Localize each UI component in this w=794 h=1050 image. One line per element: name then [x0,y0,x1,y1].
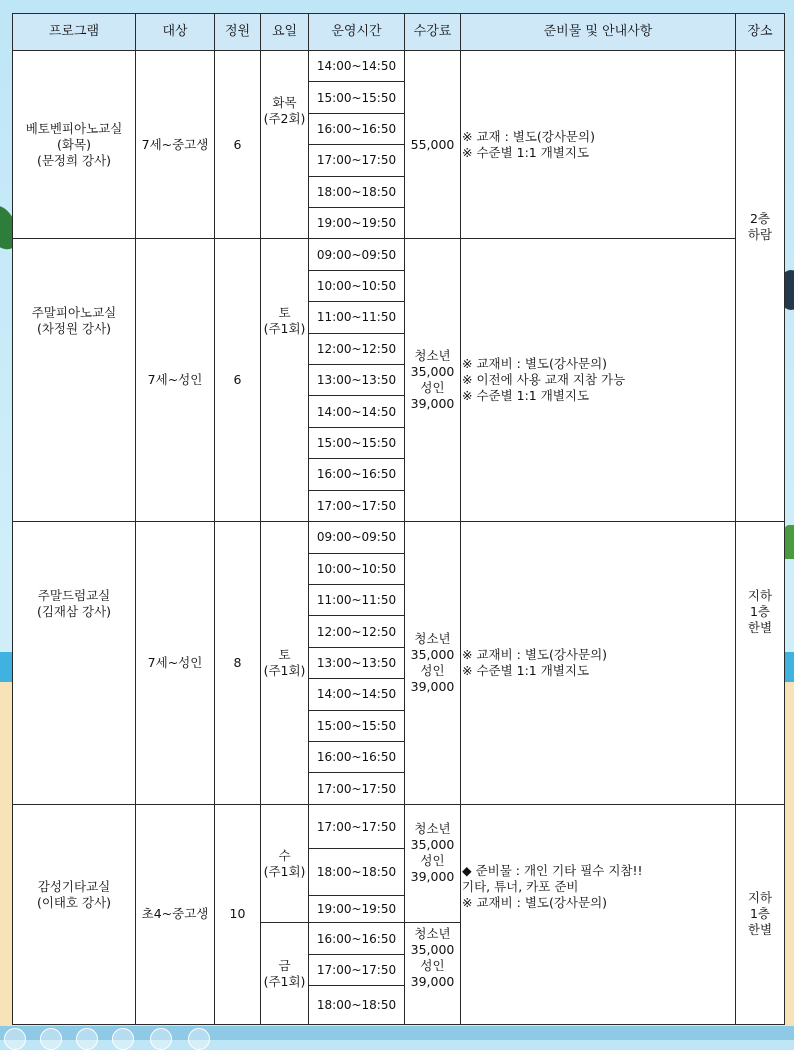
program-target: 7세~중고생 [136,51,215,239]
time-slot: 18:00~18:50 [309,986,405,1025]
fee-youth-amount: 35,000 [410,942,455,958]
time-slot: 10:00~10:50 [309,270,405,301]
header-target: 대상 [136,14,215,51]
program-day-wed [261,804,309,923]
day-frequency: (주1회) [263,321,306,337]
location-room: 한별 [747,922,773,938]
fee-youth-amount: 35,000 [410,646,455,662]
location-floor: 지하 [747,588,773,604]
time-slot: 19:00~19:50 [309,208,405,239]
viewer-zoom-icon[interactable] [150,1028,172,1050]
program-instructor: (이태호 강사) [36,894,112,910]
header-row [13,14,785,51]
day-label: 금 [278,957,291,973]
table-row [13,51,785,82]
day-frequency: (주1회) [263,973,306,989]
fee-adult-amount: 39,000 [410,396,455,412]
fee-adult-amount: 39,000 [410,678,455,694]
note-line: ※ 교재비 : 별도(강사문의) [462,356,608,372]
program-fee: 55,000 [405,51,461,239]
fee-youth-amount: 35,000 [410,836,455,852]
program-schedule-table [12,13,785,1025]
location-basement-guitar [736,804,785,1024]
location-room: 한별 [747,620,773,636]
table-row [13,239,785,270]
fee-adult-amount: 39,000 [410,868,455,884]
program-notes [461,522,736,805]
viewer-prev-icon[interactable] [4,1028,26,1050]
viewer-play-icon[interactable] [40,1028,62,1050]
program-day-fri [261,923,309,1025]
time-slot: 12:00~12:50 [309,616,405,647]
time-slot: 18:00~18:50 [309,176,405,207]
location-floor: 2층 [749,211,771,226]
location-room: 하람 [747,227,773,242]
day-label: 토 [278,305,291,321]
note-line: ※ 이전에 사용 교재 지참 가능 [462,372,626,388]
time-slot: 17:00~17:50 [309,490,405,521]
time-slot: 15:00~15:50 [309,427,405,458]
fee-adult-label: 성인 [420,380,445,396]
time-slot: 14:00~14:50 [309,679,405,710]
header-notes: 준비물 및 안내사항 [461,14,736,51]
fee-adult-label: 성인 [420,852,445,868]
time-slot: 09:00~09:50 [309,239,405,270]
time-slot: 09:00~09:50 [309,522,405,553]
time-slot: 18:00~18:50 [309,849,405,896]
fee-youth-label: 청소년 [414,630,451,646]
time-slot: 11:00~11:50 [309,584,405,615]
header-location: 장소 [736,14,785,51]
header-fee: 수강료 [405,14,461,51]
location-floor-number: 1층 [749,906,771,922]
day-frequency: (주1회) [263,863,306,879]
table-row [13,522,785,553]
time-slot: 16:00~16:50 [309,741,405,772]
time-slot: 13:00~13:50 [309,647,405,678]
viewer-pen-icon[interactable] [76,1028,98,1050]
header-time: 운영시간 [309,14,405,51]
viewer-slides-icon[interactable] [112,1028,134,1050]
location-floor2 [736,51,785,522]
note-line: ※ 교재비 : 별도(강사문의) [462,894,608,910]
program-day [261,51,309,239]
program-fee-wed [405,804,461,923]
program-name [13,51,136,239]
program-capacity: 10 [215,804,261,1024]
time-slot: 13:00~13:50 [309,365,405,396]
header-capacity: 정원 [215,14,261,51]
program-instructor: (김재삼 강사) [36,604,112,620]
program-instructor: (문정희 강사) [36,152,112,168]
time-slot: 17:00~17:50 [309,804,405,849]
time-slot: 15:00~15:50 [309,710,405,741]
day-label: 수 [278,847,291,863]
header-day: 요일 [261,14,309,51]
note-line: ◆ 준비물 : 개인 기타 필수 지참!! [462,862,643,878]
program-title: 주말드럼교실 [37,588,111,604]
time-slot: 12:00~12:50 [309,333,405,364]
fee-youth-amount: 35,000 [410,364,455,380]
fee-youth-label: 청소년 [414,348,451,364]
program-day [261,522,309,805]
program-notes [461,804,736,1024]
program-title: 주말피아노교실 [31,305,117,321]
fee-youth-label: 청소년 [414,926,451,942]
program-instructor: (차정원 강사) [36,321,112,337]
fee-adult-amount: 39,000 [410,974,455,990]
time-slot: 17:00~17:50 [309,773,405,804]
time-slot: 19:00~19:50 [309,895,405,922]
header-program: 프로그램 [13,14,136,51]
note-line: ※ 수준별 1:1 개별지도 [462,662,590,678]
time-slot: 16:00~16:50 [309,113,405,144]
program-title: 베토벤피아노교실 [25,120,123,136]
time-slot: 16:00~16:50 [309,459,405,490]
program-name [13,239,136,522]
program-name [13,804,136,1024]
day-label: 화목 [272,95,297,110]
note-line: ※ 교재비 : 별도(강사문의) [462,646,608,662]
program-notes [461,51,736,239]
time-slot: 11:00~11:50 [309,302,405,333]
time-slot: 10:00~10:50 [309,553,405,584]
viewer-more-icon[interactable] [188,1028,210,1050]
note-line: ※ 수준별 1:1 개별지도 [462,388,590,404]
program-notes [461,239,736,522]
note-line: ※ 수준별 1:1 개별지도 [462,144,590,160]
fee-adult-label: 성인 [420,662,445,678]
time-slot: 15:00~15:50 [309,82,405,113]
program-target: 초4~중고생 [136,804,215,1024]
program-capacity: 8 [215,522,261,805]
location-floor: 지하 [747,890,773,906]
program-day [261,239,309,522]
fee-youth-label: 청소년 [414,820,451,836]
program-target: 7세~성인 [136,239,215,522]
day-frequency: (주2회) [263,111,306,126]
note-line: 기타, 튜너, 카포 준비 [462,878,579,894]
program-name [13,522,136,805]
day-label: 토 [278,646,291,662]
program-capacity: 6 [215,51,261,239]
note-line: ※ 교재 : 별도(강사문의) [462,128,595,144]
time-slot: 17:00~17:50 [309,954,405,985]
program-fee-fri [405,923,461,1025]
time-slot: 14:00~14:50 [309,51,405,82]
program-fee [405,239,461,522]
table-row [13,804,785,849]
program-target: 7세~성인 [136,522,215,805]
program-capacity: 6 [215,239,261,522]
program-fee [405,522,461,805]
program-subtitle: (화목) [57,136,91,152]
program-title: 감성기타교실 [37,878,111,894]
location-floor-number: 1층 [749,604,771,620]
time-slot: 14:00~14:50 [309,396,405,427]
time-slot: 16:00~16:50 [309,923,405,954]
time-slot: 17:00~17:50 [309,145,405,176]
day-frequency: (주1회) [263,662,306,678]
fee-adult-label: 성인 [420,958,445,974]
location-basement-drum [736,522,785,805]
